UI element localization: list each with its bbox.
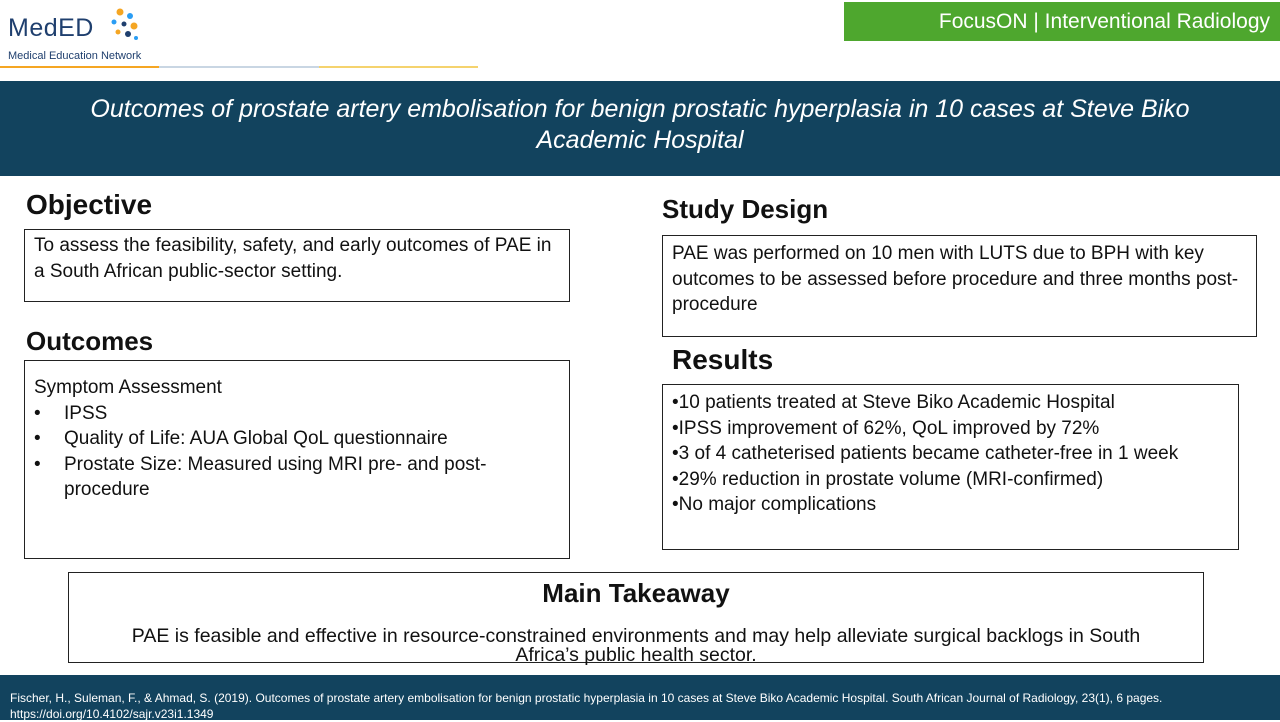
title-text: Outcomes of prostate artery embolisation for benign prostatic hyperplasia in 10 cases at Steve Biko Academic Hospital bbox=[90, 95, 1190, 154]
logo-wordmark: MedED bbox=[8, 14, 94, 42]
study-design-heading: Study Design bbox=[662, 194, 829, 224]
citation-text: Fischer, H., Suleman, F., & Ahmad, S. (2019). Outcomes of prostate artery embolisation for benign prostatic hyperplasia in 10 cases at Steve Biko Academic Hospital. South African Journal of Radiology, 23(1), 6 pages. bbox=[10, 691, 1163, 705]
list-item: • 29% reduction in prostate volume (MRI-confirmed) bbox=[672, 467, 1229, 493]
citation-footer bbox=[0, 675, 1280, 720]
page-title bbox=[0, 81, 1280, 176]
logo-underline bbox=[0, 66, 478, 68]
logo-subtitle: Medical Education Network bbox=[8, 50, 142, 62]
results-box bbox=[662, 384, 1239, 550]
study-design-text: PAE was performed on 10 men with LUTS due to BPH with key outcomes to be assessed before procedure and three months post-procedure bbox=[672, 243, 1239, 315]
objective-box bbox=[24, 229, 570, 302]
list-item: • Quality of Life: AUA Global QoL questionnaire bbox=[34, 426, 560, 452]
citation-doi-link[interactable]: https://doi.org/10.4102/sajr.v23i1.1349 bbox=[10, 707, 214, 721]
takeaway-text: PAE is feasible and effective in resource-constrained environments and may help alleviate surgical backlogs in South Africa’s public health sector. bbox=[131, 625, 1141, 666]
logo-dots-icon bbox=[100, 4, 144, 48]
results-heading: Results bbox=[672, 344, 774, 375]
takeaway-heading: Main Takeaway bbox=[542, 578, 730, 608]
focus-tag: FocusON | Interventional Radiology bbox=[844, 2, 1280, 41]
outcomes-box bbox=[24, 360, 570, 559]
list-item: • No major complications bbox=[672, 492, 1229, 518]
study-design-box bbox=[662, 235, 1257, 337]
takeaway-box bbox=[68, 572, 1204, 666]
outcomes-heading: Outcomes bbox=[26, 326, 154, 356]
outcomes-intro: Symptom Assessment bbox=[34, 377, 222, 398]
list-item: • IPSS improvement of 62%, QoL improved by 72% bbox=[672, 416, 1229, 442]
list-item: • IPSS bbox=[34, 401, 560, 427]
objective-text: To assess the feasibility, safety, and early outcomes of PAE in a South African public-sector setting. bbox=[34, 235, 552, 282]
list-item: • Prostate Size: Measured using MRI pre- and post-procedure bbox=[34, 452, 560, 503]
outcomes-list bbox=[34, 401, 560, 503]
list-item: • 10 patients treated at Steve Biko Academic Hospital bbox=[672, 390, 1229, 416]
list-item: • 3 of 4 catheterised patients became catheter-free in 1 week bbox=[672, 441, 1229, 467]
results-list bbox=[672, 390, 1229, 518]
objective-heading: Objective bbox=[26, 189, 153, 220]
